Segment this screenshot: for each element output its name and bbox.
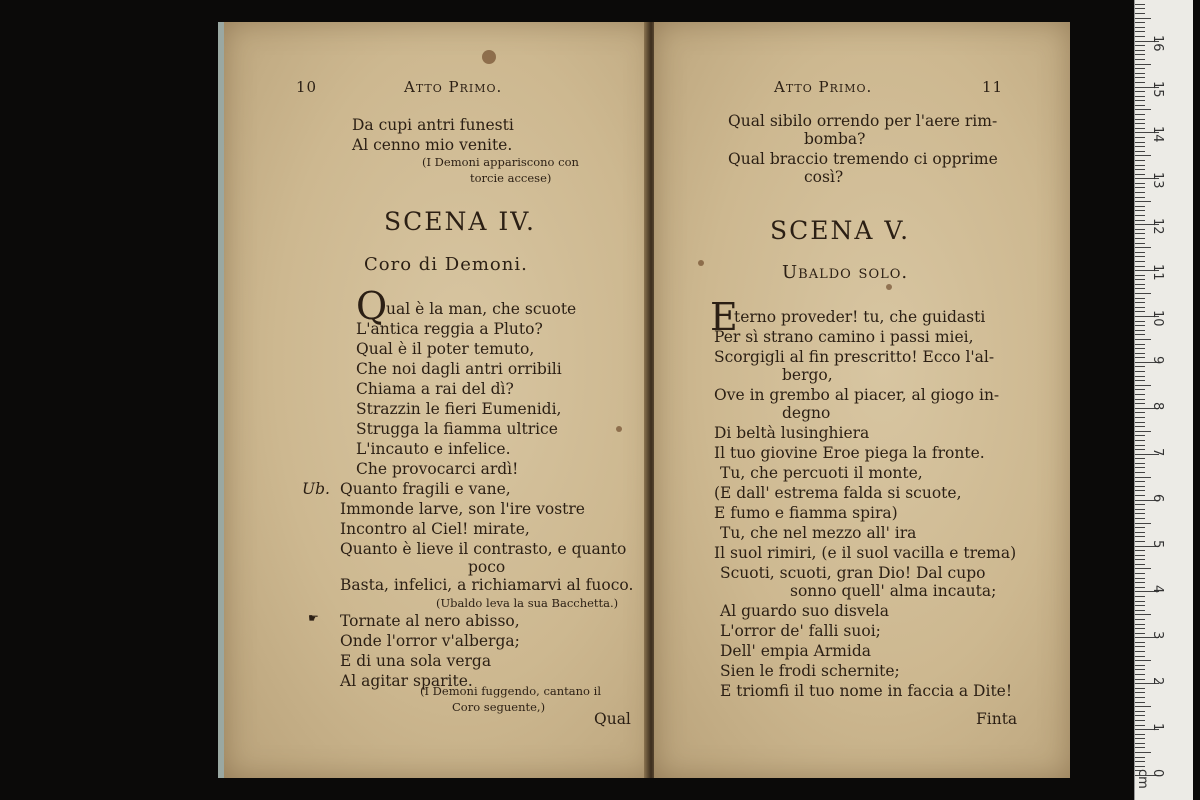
ruler-tick xyxy=(1135,596,1145,597)
right-page xyxy=(654,22,1070,778)
ruler-tick xyxy=(1135,371,1145,372)
ruler-tick xyxy=(1135,624,1145,625)
verse-line: Qual è il poter temuto, xyxy=(356,340,535,358)
ruler-tick xyxy=(1135,633,1145,634)
stage-direction: torcie accese) xyxy=(470,171,552,185)
ruler-tick xyxy=(1135,247,1151,248)
verse-line: Di beltà lusinghiera xyxy=(714,424,870,442)
verse-line: L'incauto e infelice. xyxy=(356,440,511,458)
ruler-tick xyxy=(1135,706,1151,707)
ruler-tick xyxy=(1135,467,1145,468)
ruler-tick xyxy=(1135,206,1145,207)
verse-line: E fumo e fiamma spira) xyxy=(714,504,898,522)
ruler-tick xyxy=(1135,385,1151,386)
ruler-tick xyxy=(1135,422,1145,423)
ruler-tick xyxy=(1135,642,1145,643)
ruler-tick xyxy=(1135,366,1145,367)
ruler-tick xyxy=(1135,298,1145,299)
ruler-tick xyxy=(1135,564,1145,565)
ruler-tick xyxy=(1135,344,1145,345)
verse-line: Tu, che percuoti il monte, xyxy=(720,464,923,482)
ruler-label: 15 xyxy=(1150,80,1165,98)
ruler-tick xyxy=(1135,50,1145,51)
ruler-tick xyxy=(1135,201,1151,202)
verse-line: terno proveder! tu, che guidasti xyxy=(734,308,986,326)
verse-line: Tornate al nero abisso, xyxy=(340,612,520,630)
verse-line: Scuoti, scuoti, gran Dio! Dal cupo xyxy=(720,564,986,582)
ruler-tick xyxy=(1135,357,1145,358)
ruler-tick xyxy=(1135,288,1145,289)
ruler-tick xyxy=(1135,220,1145,221)
ruler-tick xyxy=(1135,614,1151,615)
ruler-tick xyxy=(1135,105,1145,106)
verse-line: ual è la man, che scuote xyxy=(386,300,577,318)
ruler-tick xyxy=(1135,353,1145,354)
ruler-tick xyxy=(1135,486,1145,487)
ruler-tick xyxy=(1135,137,1145,138)
ruler-tick xyxy=(1135,334,1145,335)
ruler-tick xyxy=(1135,36,1145,37)
ruler-tick xyxy=(1135,541,1145,542)
ruler-tick xyxy=(1135,738,1145,739)
ruler-label: 2 xyxy=(1150,677,1165,686)
ruler-tick xyxy=(1135,64,1151,65)
ruler-tick xyxy=(1135,605,1145,606)
ruler-tick xyxy=(1135,725,1145,726)
ruler-tick xyxy=(1135,445,1145,446)
ruler-label: 10 xyxy=(1150,310,1165,327)
running-header: Atto Primo. xyxy=(774,78,873,96)
ruler-tick xyxy=(1135,504,1145,505)
ruler-tick xyxy=(1135,165,1145,166)
ruler-tick xyxy=(1135,339,1151,340)
ruler-tick xyxy=(1135,601,1145,602)
ruler-label: 4 xyxy=(1150,585,1165,594)
ruler-tick xyxy=(1135,656,1145,657)
ruler-tick xyxy=(1135,481,1145,482)
ruler-tick xyxy=(1135,417,1145,418)
verse-line: Immonde larve, son l'ire vostre xyxy=(340,500,585,518)
ruler-tick xyxy=(1135,555,1145,556)
ruler-tick xyxy=(1135,183,1145,184)
left-page xyxy=(218,22,656,778)
ruler-tick xyxy=(1135,45,1145,46)
ruler-tick xyxy=(1135,155,1151,156)
verse-line: bergo, xyxy=(782,366,833,384)
ruler-tick xyxy=(1135,403,1145,404)
ruler-tick xyxy=(1135,210,1145,211)
verse-line: così? xyxy=(804,168,844,186)
page-number: 11 xyxy=(982,78,1004,96)
ruler-tick xyxy=(1135,302,1145,303)
stage-direction: (I Demoni fuggendo, cantano il xyxy=(420,684,601,698)
running-header: Atto Primo. xyxy=(404,78,503,96)
verse-line: Strugga la fiamma ultrice xyxy=(356,420,558,438)
ruler-tick xyxy=(1135,651,1145,652)
ruler-tick xyxy=(1135,536,1145,537)
ruler-label: 0 cm xyxy=(1135,769,1165,789)
ruler-tick xyxy=(1135,13,1145,14)
ruler-tick xyxy=(1135,123,1145,124)
ruler-tick xyxy=(1135,660,1151,661)
ruler-tick xyxy=(1135,266,1145,267)
ruler-tick xyxy=(1135,509,1145,510)
ruler-tick xyxy=(1135,688,1145,689)
verse-line: degno xyxy=(782,404,831,422)
ruler-tick xyxy=(1135,715,1145,716)
ruler-tick xyxy=(1135,348,1145,349)
ruler-tick xyxy=(1135,238,1145,239)
verse-line: E di una sola verga xyxy=(340,652,492,670)
verse-line: Tu, che nel mezzo all' ira xyxy=(720,524,917,542)
ruler-tick xyxy=(1135,568,1151,569)
ruler-label: 5 xyxy=(1150,539,1165,548)
ruler-tick xyxy=(1135,82,1145,83)
ruler-tick xyxy=(1135,215,1145,216)
ruler-tick xyxy=(1135,518,1145,519)
catchword: Finta xyxy=(976,710,1018,728)
ruler-tick xyxy=(1135,532,1145,533)
ruler-tick xyxy=(1135,559,1145,560)
ruler-tick xyxy=(1135,77,1145,78)
ruler-tick xyxy=(1135,490,1145,491)
ruler-tick xyxy=(1135,743,1145,744)
ruler-tick xyxy=(1135,389,1145,390)
ruler-tick xyxy=(1135,674,1145,675)
ruler-tick xyxy=(1135,578,1145,579)
ruler-tick xyxy=(1135,669,1145,670)
ruler-label: 14 xyxy=(1150,126,1165,143)
ruler-tick xyxy=(1135,31,1145,32)
verse-line: Qual sibilo orrendo per l'aere rim- xyxy=(728,112,998,130)
ruler-tick xyxy=(1135,197,1145,198)
ruler-label: 13 xyxy=(1150,172,1165,189)
ruler-label: 11 xyxy=(1150,264,1165,281)
verse-line: Sien le frodi schernite; xyxy=(720,662,900,680)
ruler-tick xyxy=(1135,619,1145,620)
ink-stain xyxy=(886,284,892,290)
stage-direction: (Ubaldo leva la sua Bacchetta.) xyxy=(436,596,619,610)
ink-stain xyxy=(482,50,496,64)
ruler-tick xyxy=(1135,440,1145,441)
measuring-ruler xyxy=(1134,0,1193,800)
ruler-tick xyxy=(1135,426,1145,427)
ruler-tick xyxy=(1135,261,1145,262)
verse-line: bomba? xyxy=(804,130,866,148)
ruler-tick xyxy=(1135,18,1151,19)
ruler-tick xyxy=(1135,256,1145,257)
ruler-tick xyxy=(1135,73,1145,74)
verse-line: Ove in grembo al piacer, al giogo in- xyxy=(714,386,1000,404)
scene-title: SCENA IV. xyxy=(384,207,536,236)
ruler-tick xyxy=(1135,22,1145,23)
open-book xyxy=(218,22,1070,778)
ruler-tick xyxy=(1135,757,1145,758)
ruler-tick xyxy=(1135,734,1145,735)
catchword: Qual xyxy=(594,710,631,728)
ruler-tick xyxy=(1135,610,1145,611)
ruler-tick xyxy=(1135,284,1145,285)
verse-line: E triomfi il tuo nome in faccia a Dite! xyxy=(720,682,1013,700)
ruler-tick xyxy=(1135,495,1145,496)
ruler-label: 8 xyxy=(1150,401,1165,411)
verse-line: L'antica reggia a Pluto? xyxy=(356,320,543,338)
ink-stain xyxy=(616,426,622,432)
verse-line: Strazzin le fieri Eumenidi, xyxy=(356,400,562,418)
ruler-label: 16 xyxy=(1150,34,1165,52)
ruler-tick xyxy=(1135,582,1145,583)
verse-line: Il tuo giovine Eroe piega la fronte. xyxy=(714,444,985,462)
ruler-tick xyxy=(1135,68,1145,69)
verse-line: Incontro al Ciel! mirate, xyxy=(340,520,530,538)
ruler-tick xyxy=(1135,142,1145,143)
ruler-tick xyxy=(1135,477,1151,478)
ruler-tick xyxy=(1135,527,1145,528)
ruler-tick xyxy=(1135,550,1145,551)
ruler-tick xyxy=(1135,192,1145,193)
ruler-tick xyxy=(1135,252,1145,253)
ruler-tick xyxy=(1135,679,1145,680)
drop-cap: E xyxy=(710,295,738,339)
ruler-label: 12 xyxy=(1150,218,1165,235)
scene-subtitle: Coro di Demoni. xyxy=(364,254,528,275)
ruler-tick xyxy=(1135,128,1145,129)
ruler-tick xyxy=(1135,692,1145,693)
ruler-tick xyxy=(1135,160,1145,161)
ruler-tick xyxy=(1135,747,1145,748)
ruler-tick xyxy=(1135,458,1145,459)
drop-cap: Q xyxy=(356,284,388,328)
ruler-tick xyxy=(1135,307,1145,308)
ruler-tick xyxy=(1135,233,1145,234)
verse-line: Chiama a rai del dì? xyxy=(356,380,514,398)
ruler-tick xyxy=(1135,646,1145,647)
ruler-tick xyxy=(1135,711,1145,712)
ruler-tick xyxy=(1135,243,1145,244)
ruler-tick xyxy=(1135,174,1145,175)
ruler-tick xyxy=(1135,761,1145,762)
ink-stain xyxy=(698,260,704,266)
ruler-label: 7 xyxy=(1150,447,1165,456)
verse-line: Al cenno mio venite. xyxy=(352,136,513,154)
verse-line: L'orror de' falli suoi; xyxy=(720,622,881,640)
ruler-tick xyxy=(1135,321,1145,322)
ruler-label: 1 xyxy=(1150,723,1165,732)
ruler-tick xyxy=(1135,513,1145,514)
verse-line: Dell' empia Armida xyxy=(720,642,872,660)
verse-line: Onde l'orror v'alberga; xyxy=(340,632,520,650)
ruler-tick xyxy=(1135,399,1145,400)
verse-line: Da cupi antri funesti xyxy=(352,116,514,134)
ruler-tick xyxy=(1135,325,1145,326)
scene-title: SCENA V. xyxy=(770,216,911,245)
ruler-tick xyxy=(1135,109,1151,110)
ruler-tick xyxy=(1135,766,1145,767)
hand-mark-icon: ☛ xyxy=(308,611,319,625)
verse-line: Il suol rimiri, (e il suol vacilla e trema) xyxy=(714,544,1017,562)
scene-subtitle: Ubaldo solo. xyxy=(782,262,909,283)
page-number: 10 xyxy=(296,78,318,96)
ruler-tick xyxy=(1135,449,1145,450)
verse-line: sonno quell' alma incauta; xyxy=(790,582,997,600)
verse-line: Al agitar sparite. xyxy=(340,672,473,690)
ruler-tick xyxy=(1135,573,1145,574)
ruler-tick xyxy=(1135,752,1151,753)
ruler-tick xyxy=(1135,187,1145,188)
ruler-tick xyxy=(1135,27,1145,28)
ruler-tick xyxy=(1135,523,1151,524)
ruler-tick xyxy=(1135,702,1145,703)
verse-line: Che noi dagli antri orribili xyxy=(356,360,562,378)
ruler-tick xyxy=(1135,279,1145,280)
verse-line: Scorgigli al fin prescritto! Ecco l'al- xyxy=(714,348,995,366)
ruler-tick xyxy=(1135,275,1145,276)
ruler-tick xyxy=(1135,293,1151,294)
ruler-tick xyxy=(1135,587,1145,588)
ruler-tick xyxy=(1135,376,1145,377)
ruler-label: 6 xyxy=(1150,493,1165,502)
ruler-tick xyxy=(1135,169,1145,170)
stage-direction: Coro seguente,) xyxy=(452,700,546,714)
ruler-label: 9 xyxy=(1150,355,1165,365)
ruler-tick xyxy=(1135,412,1145,413)
ruler-tick xyxy=(1135,8,1145,9)
ruler-tick xyxy=(1135,96,1145,97)
stage-direction: (I Demoni appariscono con xyxy=(422,155,579,169)
ruler-tick xyxy=(1135,380,1145,381)
verse-line: Per sì strano camino i passi miei, xyxy=(714,328,974,346)
ruler-tick xyxy=(1135,463,1145,464)
ruler-tick xyxy=(1135,229,1145,230)
ruler-tick xyxy=(1135,4,1145,5)
ruler-tick xyxy=(1135,394,1145,395)
verse-line: Qual braccio tremendo ci opprime xyxy=(728,150,998,168)
ruler-tick xyxy=(1135,697,1145,698)
verse-line: poco xyxy=(468,558,506,576)
verse-line: Quanto fragili e vane, xyxy=(340,480,511,498)
verse-line: (E dall' estrema falda si scuote, xyxy=(714,484,962,502)
ruler-tick xyxy=(1135,151,1145,152)
ruler-tick xyxy=(1135,146,1145,147)
verse-line: Basta, infelici, a richiamarvi al fuoco. xyxy=(340,576,634,594)
ruler-tick xyxy=(1135,330,1145,331)
speaker-label: Ub. xyxy=(302,480,330,498)
verse-line: Al guardo suo disvela xyxy=(720,602,889,620)
ruler-tick xyxy=(1135,665,1145,666)
ruler-tick xyxy=(1135,472,1145,473)
ruler-tick xyxy=(1135,59,1145,60)
ruler-tick xyxy=(1135,720,1145,721)
ruler-tick xyxy=(1135,435,1145,436)
ruler-tick xyxy=(1135,311,1145,312)
verse-line: Quanto è lieve il contrasto, e quanto xyxy=(340,540,627,558)
ruler-tick xyxy=(1135,628,1145,629)
ruler-tick xyxy=(1135,54,1145,55)
verse-line: Che provocarci ardì! xyxy=(356,460,519,478)
ruler-tick xyxy=(1135,91,1145,92)
ruler-tick xyxy=(1135,114,1145,115)
ruler-label: 3 xyxy=(1150,631,1165,640)
ruler-tick xyxy=(1135,100,1145,101)
ruler-tick xyxy=(1135,431,1151,432)
ruler-tick xyxy=(1135,119,1145,120)
